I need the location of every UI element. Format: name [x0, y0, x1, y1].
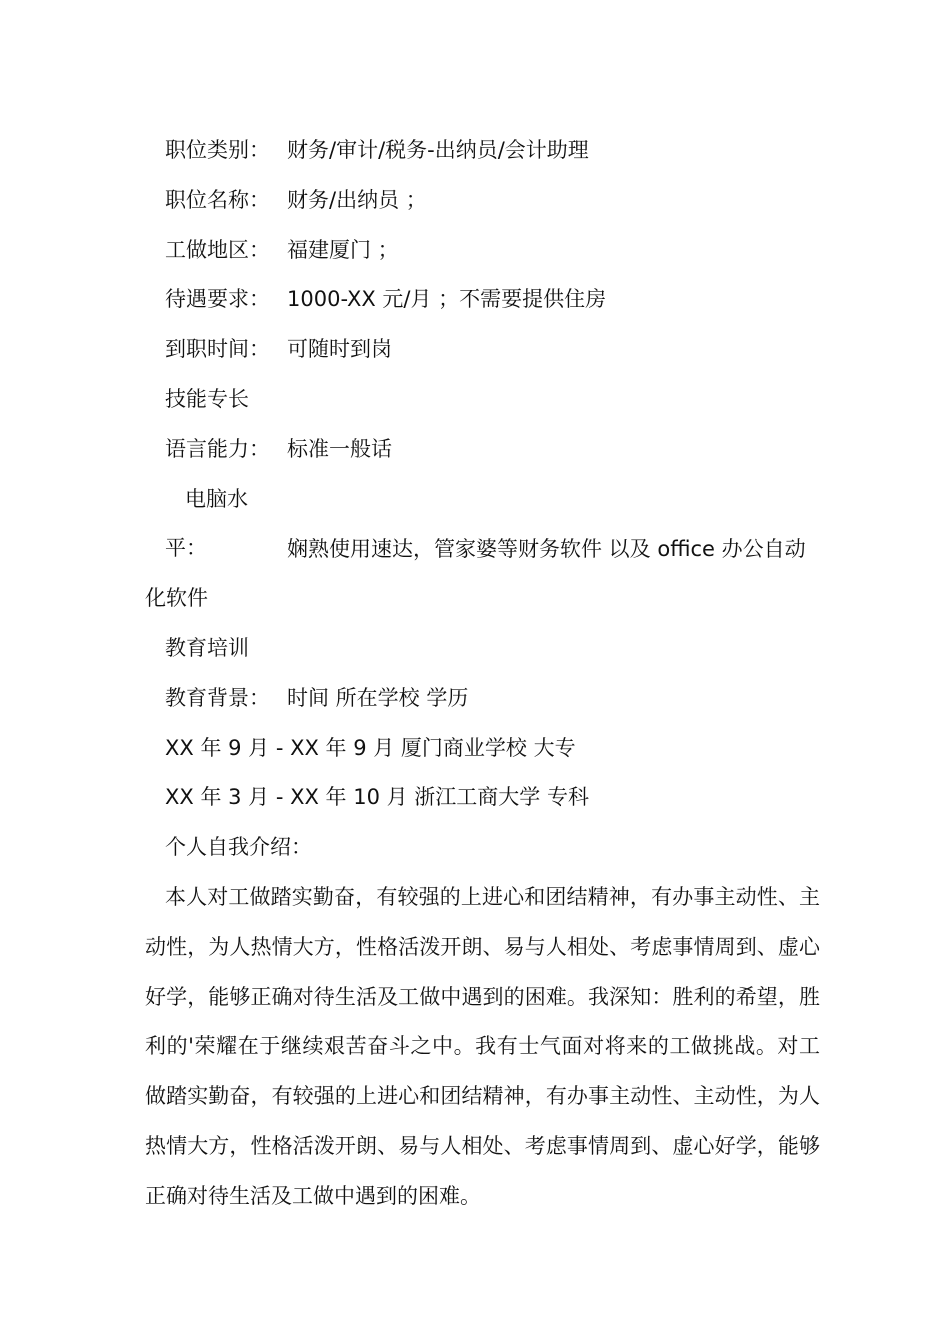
intro-paragraph: 本人对工做踏实勤奋，有较强的上进心和团结精神，有办事主动性、主动性，为人热情大方，性格活泼开朗、易与人相处、考虑事情周到、虚心好学，能够正确对待生活及工做中遇到的困难。我深知：胜利的希望，胜利的'荣耀在于继续艰苦奋斗之中。我有士气面对将来的工做挑战。对工做踏实勤奋，有较强的上进心和团结精神，有办事主动性、主动性，为人热情大方，性格活泼开朗、易与人相处、考虑事情周到、虚心好学，能够正确对待生活及工做中遇到的困难。	[145, 884, 820, 1208]
education-row: XX 年 3 月 - XX 年 10 月 浙江工商大学 专科	[165, 785, 589, 810]
start-time-row	[145, 325, 820, 375]
education-heading: 教育培训	[165, 635, 249, 660]
start-time-label: 到职时间：	[165, 337, 270, 362]
skills-heading: 技能专长	[165, 386, 249, 411]
start-time-value: 可随时到岗	[287, 337, 392, 362]
computer-row	[145, 475, 810, 624]
job-title-value: 财务/出纳员 ；	[287, 187, 427, 212]
job-category-label: 职位类别：	[165, 138, 270, 162]
work-location-value: 福建厦门 ；	[287, 237, 399, 262]
language-row	[145, 425, 820, 475]
education-background-value: 时间 所在学校 学历	[287, 685, 469, 710]
job-title-label: 职位名称：	[165, 187, 270, 212]
salary-row	[145, 275, 820, 325]
salary-value: 1000-XX 元/月 ；不需要提供住房	[287, 287, 607, 312]
intro-heading: 个人自我介绍：	[165, 835, 312, 860]
work-location-row	[145, 226, 820, 276]
computer-label: 电脑水平：	[165, 486, 248, 561]
language-value: 标准一般话	[287, 436, 392, 461]
education-background-row	[145, 674, 820, 724]
language-label: 语言能力：	[165, 436, 270, 461]
job-category-value: 财务/审计/税务-出纳员/会计助理	[287, 138, 589, 162]
education-background-label: 教育背景：	[165, 685, 270, 710]
education-row: XX 年 9 月 - XX 年 9 月 厦门商业学校 大专	[165, 735, 576, 760]
resume-body	[145, 126, 820, 1222]
job-category-row	[145, 126, 820, 176]
computer-value: 娴熟使用速达，管家婆等财务软件 以及 office 办公自动化软件	[145, 536, 806, 611]
job-title-row	[145, 176, 820, 226]
work-location-label: 工做地区：	[165, 237, 270, 262]
salary-label: 待遇要求：	[165, 287, 270, 312]
